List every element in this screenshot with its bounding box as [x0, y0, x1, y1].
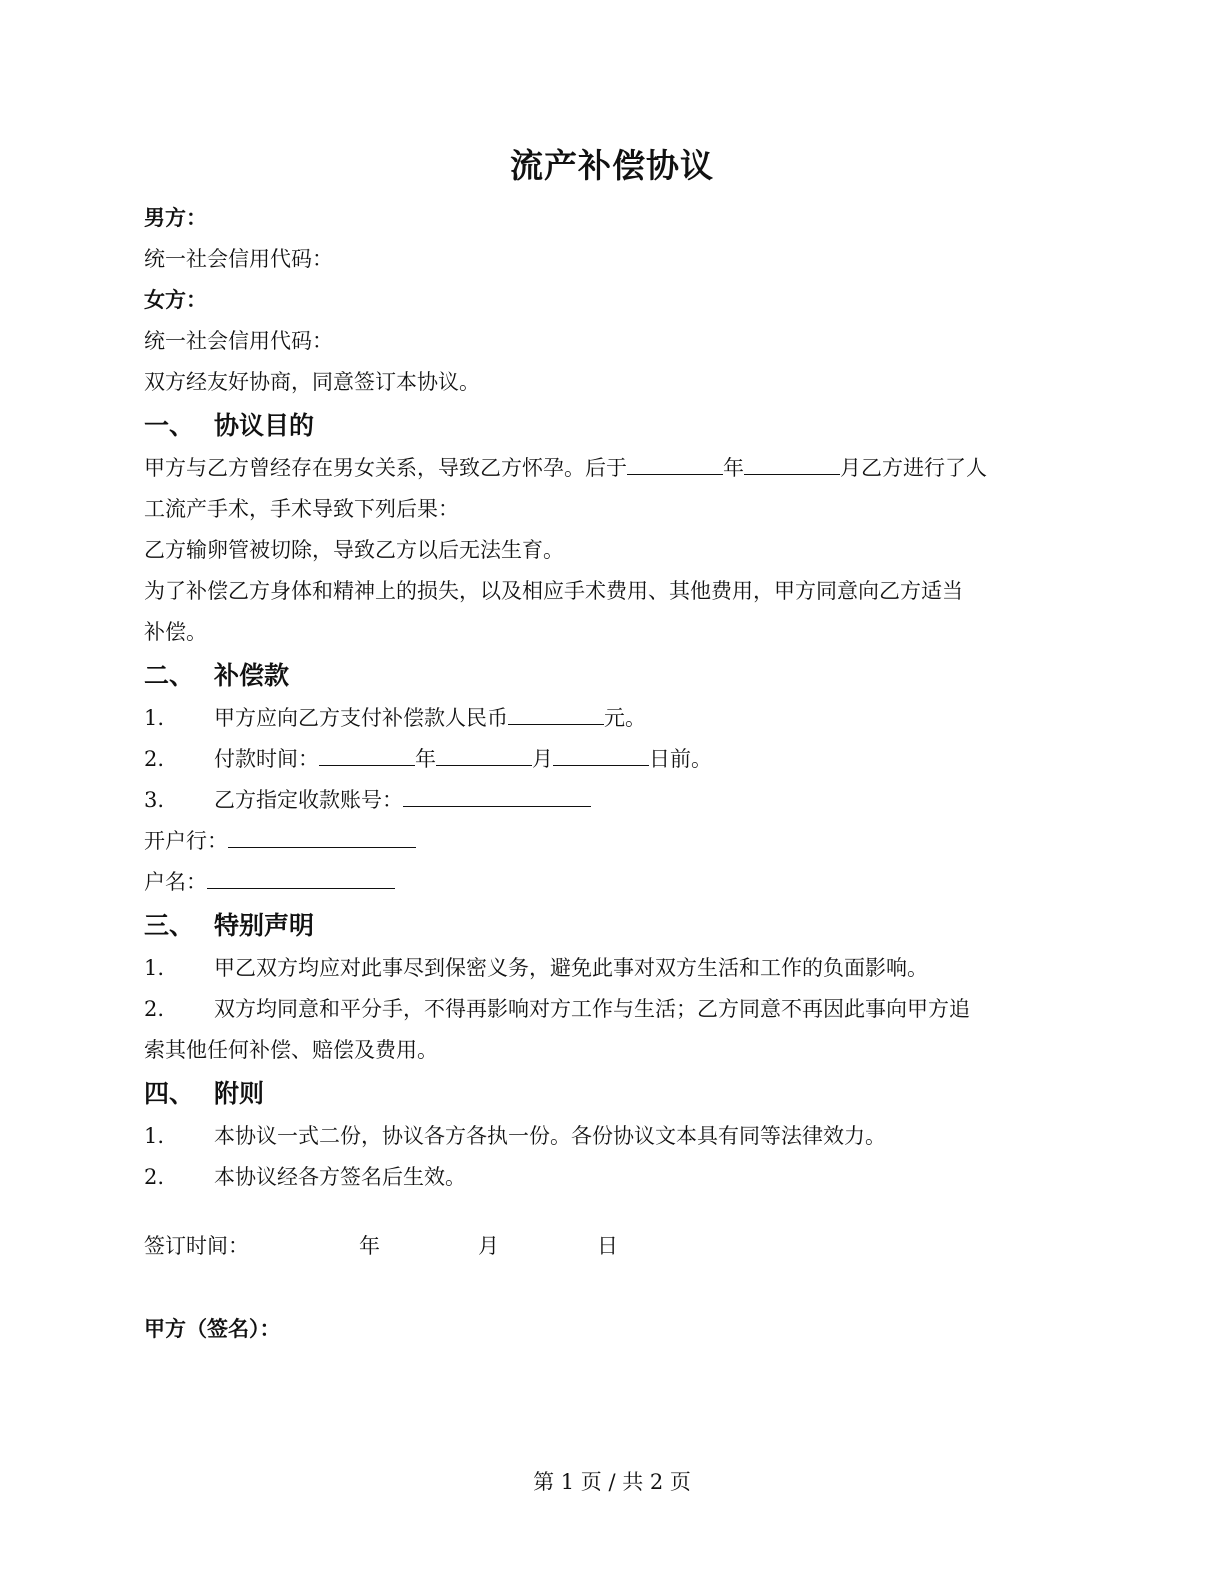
section-4-number: 四、	[144, 1079, 195, 1108]
item-number: 2.	[144, 997, 165, 1021]
item-number: 1.	[144, 956, 165, 980]
male-party-label: 男方：	[144, 206, 207, 230]
section-2-item-3	[144, 780, 1084, 821]
section-3-number: 三、	[144, 911, 195, 940]
female-party-label: 女方：	[144, 288, 207, 312]
day-label: 日前。	[649, 747, 712, 771]
item-text: 本协议经各方签名后生效。	[214, 1165, 466, 1189]
signing-year-label: 年	[359, 1234, 380, 1258]
section-1-paragraph-1	[144, 448, 1084, 489]
item-text: 乙方指定收款账号：	[214, 788, 403, 812]
section-1-title: 协议目的	[214, 411, 315, 440]
page-number-footer: 第 1 页 / 共 2 页	[533, 1470, 691, 1494]
item-number: 1.	[144, 706, 165, 730]
amount-blank	[508, 698, 604, 725]
item-number: 1.	[144, 1124, 165, 1148]
item-text: 甲方应向乙方支付补偿款人民币	[214, 706, 508, 730]
year-blank	[627, 448, 723, 475]
section-2-number: 二、	[144, 661, 195, 690]
section-3-heading	[144, 903, 1084, 948]
signing-date-label: 签订时间：	[144, 1234, 249, 1258]
item-text: 付款时间：	[214, 747, 319, 771]
section-2-title: 补偿款	[214, 661, 290, 690]
payment-year-blank	[319, 739, 415, 766]
section-1-p1-text: 甲方与乙方曾经存在男女关系，导致乙方怀孕。后于	[144, 456, 627, 480]
section-3-title: 特别声明	[214, 911, 315, 940]
item-text: 本协议一式二份，协议各方各执一份。各份协议文本具有同等法律效力。	[214, 1124, 886, 1148]
section-2-item-2	[144, 739, 1084, 780]
section-1-heading	[144, 403, 1084, 448]
account-name-blank	[207, 862, 395, 889]
item-text: 双方均同意和平分手，不得再影响对方工作与生活；乙方同意不再因此事向甲方追	[214, 997, 970, 1021]
signing-month-label: 月	[478, 1234, 499, 1258]
year-label: 年	[723, 456, 744, 480]
account-name-label: 户名：	[144, 870, 207, 894]
year-label: 年	[415, 747, 436, 771]
signing-day-label: 日	[597, 1234, 618, 1258]
item-text: 甲乙双方均应对此事尽到保密义务，避免此事对双方生活和工作的负面影响。	[214, 956, 928, 980]
item-number: 3.	[144, 788, 165, 812]
bank-blank	[228, 821, 416, 848]
payment-month-blank	[436, 739, 532, 766]
bank-line	[144, 821, 1084, 862]
section-1-paragraph-2: 乙方输卵管被切除，导致乙方以后无法生育。	[144, 538, 564, 562]
section-1-paragraph-3-cont: 补偿。	[144, 620, 207, 644]
section-1-paragraph-1-cont: 工流产手术，手术导致下列后果：	[144, 497, 459, 521]
section-4-item-2	[144, 1157, 1084, 1198]
document-body	[144, 198, 1084, 1350]
bank-label: 开户行：	[144, 829, 228, 853]
section-1-paragraph-3: 为了补偿乙方身体和精神上的损失，以及相应手术费用、其他费用，甲方同意向乙方适当	[144, 579, 963, 603]
intro-text: 双方经友好协商，同意签订本协议。	[144, 370, 480, 394]
item-number: 2.	[144, 747, 165, 771]
female-credit-code-label: 统一社会信用代码：	[144, 329, 333, 353]
signing-date-line	[144, 1226, 1084, 1267]
section-3-item-2-cont: 索其他任何补偿、赔偿及费用。	[144, 1038, 438, 1062]
section-3-item-1	[144, 948, 1084, 989]
section-4-item-1	[144, 1116, 1084, 1157]
spacer	[144, 1267, 1084, 1309]
item-number: 2.	[144, 1165, 165, 1189]
month-blank	[744, 448, 840, 475]
section-3-item-2	[144, 989, 1084, 1030]
section-1-number: 一、	[144, 411, 195, 440]
document-title: 流产补偿协议	[510, 146, 714, 185]
month-label: 月	[532, 747, 553, 771]
male-credit-code-label: 统一社会信用代码：	[144, 247, 333, 271]
party-a-signature-label: 甲方（签名）：	[144, 1317, 281, 1341]
currency-suffix: 元。	[604, 706, 646, 730]
account-number-blank	[403, 780, 591, 807]
spacer	[144, 1198, 1084, 1226]
payment-day-blank	[553, 739, 649, 766]
account-name-line	[144, 862, 1084, 903]
section-2-item-1	[144, 698, 1084, 739]
section-2-heading	[144, 653, 1084, 698]
section-4-heading	[144, 1071, 1084, 1116]
section-1-p1-text-2: 月乙方进行了人	[840, 456, 987, 480]
section-4-title: 附则	[214, 1079, 265, 1108]
